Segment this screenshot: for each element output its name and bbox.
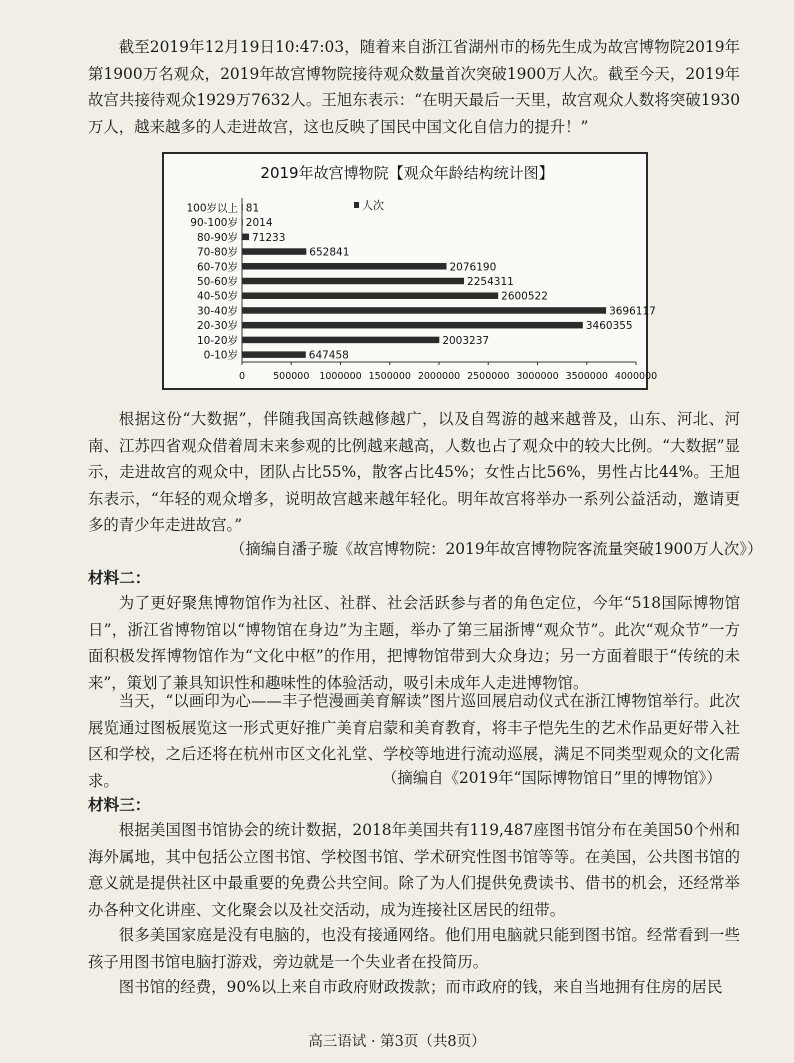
chart-title: 2019年故宫博物院【观众年龄结构统计图】	[260, 164, 554, 182]
data-label: 71233	[252, 231, 286, 244]
bar	[242, 322, 583, 329]
category-label: 70-80岁	[196, 246, 238, 259]
bar	[242, 248, 306, 255]
bar	[242, 263, 447, 270]
bar	[242, 337, 439, 344]
data-label: 2014	[245, 217, 273, 230]
material-three-paragraph-3: 图书馆的经费，90%以上来自市政府财政拨款；而市政府的钱，来自当地拥有住房的居民	[118, 978, 723, 996]
paragraph-intro: 截至2019年12月19日10:47:03，随着来自浙江省湖州市的杨先生成为故宫博物院2019年第1900万名观众，2019年故宫博物院接待观众数量首次突破1900万人次。截至今天，2019年故宫共接待观众1929万7632人。王旭东表示：“在明天最后一天里，故宫观众人数将突破1930万人，越来越多的人走进故宫，这也反映了国民中国文化自信力的提升！”	[88, 38, 740, 136]
category-label: 60-70岁	[196, 261, 238, 274]
legend-label: 人次	[362, 199, 384, 212]
x-tick-label: 2000000	[417, 371, 461, 382]
data-label: 81	[245, 202, 260, 215]
data-label: 3460355	[585, 320, 633, 333]
data-label: 647458	[308, 349, 349, 362]
x-tick-label: 0	[238, 371, 246, 382]
material-two-paragraph-2: 当天，“以画印为心——丰子恺漫画美育解读”图片巡回展启动仪式在浙江博物馆举行。此次展览通过图板展览这一形式更好推广美育启蒙和美育教育，将丰子恺先生的艺术作品更好带入社区和学校，之后还将在杭州市区文化礼堂、学校等地进行流动巡展，满足不同类型观众的文化需求。	[88, 692, 740, 790]
material-three-paragraph-1: 根据美国图书馆协会的统计数据，2018年美国共有119,487座图书馆分布在美国50个州和海外属地，其中包括公立图书馆、学校图书馆、学术研究性图书馆等等。在美国，公共图书馆的意义就是提供社区中最重要的免费公共空间。除了为人们提供免费读书、借书的机会，还经常举办各种文化讲座、文化聚会以及社交活动，成为连接社区居民的纽带。	[88, 821, 740, 919]
category-label: 100岁以上	[186, 202, 238, 215]
x-tick-label: 3000000	[516, 371, 559, 382]
source-citation-2: （摘编自《2019年“国际博物馆日”里的博物馆》）	[382, 769, 722, 787]
bar	[242, 219, 243, 226]
paragraph-big-data: 根据这份“大数据”，伴随我国高铁越修越广，以及自驾游的越来越普及，山东、河北、河南、江苏四省观众借着周末来参观的比例越来越高，人数也占了观众中的较大比例。“大数据”显示，走进故宫的观众中，团队占比55%，散客占比45%；女性占比56%，男性占比44%。王旭东表示，“年轻的观众增多，说明故宫越来越年轻化。明年故宫将举办一系列公益活动，邀请更多的青少年走进故宫。”	[88, 410, 740, 534]
material-two-heading: 材料二：	[88, 568, 151, 587]
material-two-paragraph-1: 为了更好聚焦博物馆作为社区、社群、社会活跃参与者的角色定位，今年“518国际博物馆日”，浙江省博物馆以“博物馆在身边”为主题，举办了第三届浙博“观众节”。此次“观众节”一方面积极发挥博物馆作为“文化中枢”的作用，把博物馆带到大众身边；另一方面着眼于“传统的未来”，策划了兼具知识性和趣味性的体验活动，吸引未成年人走进博物馆。	[88, 594, 740, 692]
data-label: 3696117	[609, 305, 656, 318]
material-three-heading: 材料三：	[88, 795, 151, 814]
category-label: 10-20岁	[196, 334, 238, 347]
category-label: 90-100岁	[190, 217, 238, 230]
bar	[242, 351, 306, 358]
data-label: 2600522	[501, 290, 548, 303]
x-tick-label: 2500000	[467, 371, 510, 382]
source-citation-1: （摘编自潘子璇《故宫博物院：2019年故宫博物院客流量突破1900万人次》）	[230, 540, 763, 558]
bar	[242, 292, 498, 299]
age-structure-chart	[162, 152, 658, 390]
category-label: 50-60岁	[196, 276, 238, 288]
bar	[242, 204, 243, 211]
category-label: 30-40岁	[196, 305, 238, 318]
x-tick-label: 4000000	[614, 371, 658, 382]
bar	[242, 307, 606, 314]
page-footer: 高三语试 · 第3页（共8页）	[308, 1034, 486, 1050]
category-label: 0-10岁	[203, 349, 238, 362]
data-label: 2076190	[449, 261, 497, 274]
data-label: 2003237	[442, 334, 490, 347]
bar	[242, 278, 464, 285]
data-label: 652841	[309, 246, 350, 259]
x-tick-label: 3500000	[565, 371, 608, 382]
chart-svg	[164, 154, 658, 392]
bar	[242, 234, 249, 241]
legend-swatch	[354, 202, 359, 208]
x-tick-label: 1000000	[319, 371, 362, 382]
category-label: 80-90岁	[196, 231, 238, 244]
x-tick-label: 500000	[273, 371, 310, 382]
material-three-paragraph-2: 很多美国家庭是没有电脑的，也没有接通网络。他们用电脑就只能到图书馆。经常看到一些孩子用图书馆电脑打游戏，旁边就是一个失业者在投简历。	[88, 926, 740, 971]
x-tick-label: 1500000	[368, 371, 411, 382]
category-label: 40-50岁	[196, 290, 238, 303]
data-label: 2254311	[467, 276, 514, 288]
category-label: 20-30岁	[196, 320, 238, 333]
